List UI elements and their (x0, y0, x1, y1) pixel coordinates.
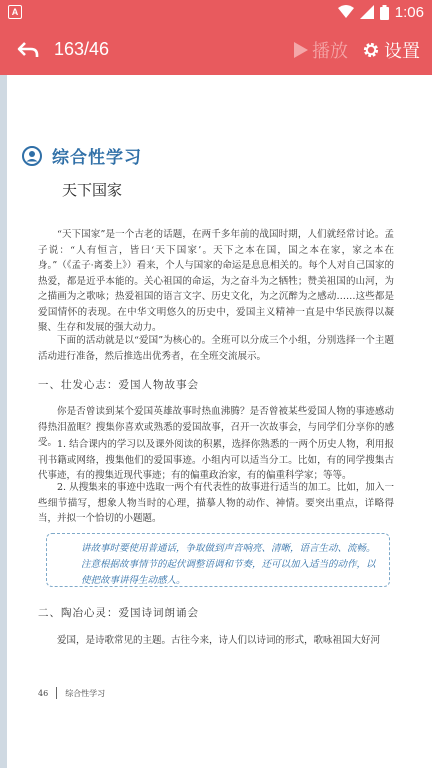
paragraph: 下面的活动就是以“爱国”为核心的。全班可以分成三个小组，分别选择一个主题活动进行准备，然后推选出优秀者，在全班交流展示。 (38, 335, 394, 362)
play-button[interactable] (294, 37, 348, 63)
paragraph: 你是否曾读到某个爱国英雄故事时热血沸腾？是否曾被某些爱国人物的事迹感动得热泪盈眶？搜集你喜欢或熟悉的爱国故事，召开一次故事会，与同学们分享你的感受。 (38, 406, 394, 448)
paragraph: “天下国家”是一个古老的话题，在两千多年前的战国时期，人们就经常讨论。孟子说：“人有恒言，皆曰‘天下国家’。天下之本在国，国之本在家，家之本在身。”（《孟子·离娄上》）看来，个人与国家的命运是息息相关的。每个人对自己国家的热爱，都是近乎本能的。关心祖国的命运，为之奋斗为之牺牲；赞美祖国的山河，为之描画为之歌咏；热爱祖国的语言文字、历史文化，为之沉醉为之感动……这些都是爱国情怀的表现。在中华文明悠久的历史中，爱国主义精神一直是中华民族得以凝聚、生存和发展的强大动力。 (38, 229, 394, 333)
battery-icon (380, 5, 389, 20)
footer-divider (56, 687, 57, 699)
status-bar (0, 0, 432, 24)
play-label: 播放 (312, 40, 348, 61)
back-button[interactable] (8, 30, 48, 70)
page-footer (38, 687, 105, 699)
clock: 1:06 (394, 3, 424, 21)
play-icon (294, 42, 308, 58)
settings-label: 设置 (384, 40, 420, 61)
wifi-icon (338, 5, 354, 19)
activity-heading-1: 一、壮发心志：爱国人物故事会 (38, 379, 199, 391)
signal-icon (360, 5, 374, 19)
settings-button[interactable] (362, 37, 420, 63)
page-edge (0, 75, 7, 768)
person-icon (22, 146, 42, 166)
footer-page-number: 46 (38, 688, 49, 698)
app-notification-icon: A (8, 5, 22, 19)
tip-line: 讲故事时要使用普通话，争取做到声音响亮、清晰，语言生动、流畅。 (81, 543, 376, 554)
book-page[interactable] (0, 75, 432, 768)
section-header (22, 143, 142, 168)
topic-title: 天下国家 (62, 181, 123, 199)
section-title: 综合性学习 (52, 148, 142, 168)
footer-label: 综合性学习 (65, 688, 106, 698)
tip-line: 注意根据故事情节的起伏调整语调和节奏，还可以加入适当的动作，以使把故事讲得生动感人。 (81, 559, 376, 586)
page-counter: 163/46 (54, 39, 110, 59)
paragraph: 2. 从搜集来的事迹中选取一两个有代表性的故事进行适当的加工。比如，加入一些细节描写，想象人物当时的心理，描摹人物的动作、神情。要突出重点，详略得当，并拟一个恰切的小题题。 (38, 482, 394, 524)
paragraph: 爱国，是诗歌常见的主题。古往今来，诗人们以诗词的形式，歌咏祖国大好河 (57, 635, 381, 646)
paragraph: 1. 结合课内的学习以及课外阅读的积累，选择你熟悉的一两个历史人物，利用报刊书籍或网络，搜集他们的爱国事迹。小组内可以适当分工。比如，有的同学搜集古代事迹，有的搜集近现代事迹；有的偏重政治家，有的偏重科学家；等等。 (38, 439, 394, 481)
gear-icon (362, 41, 380, 59)
activity-heading-2: 二、陶冶心灵：爱国诗词朗诵会 (38, 607, 199, 619)
status-indicators (338, 4, 424, 21)
tip-box (46, 533, 390, 587)
back-arrow-icon (17, 41, 39, 59)
app-toolbar (0, 24, 432, 75)
